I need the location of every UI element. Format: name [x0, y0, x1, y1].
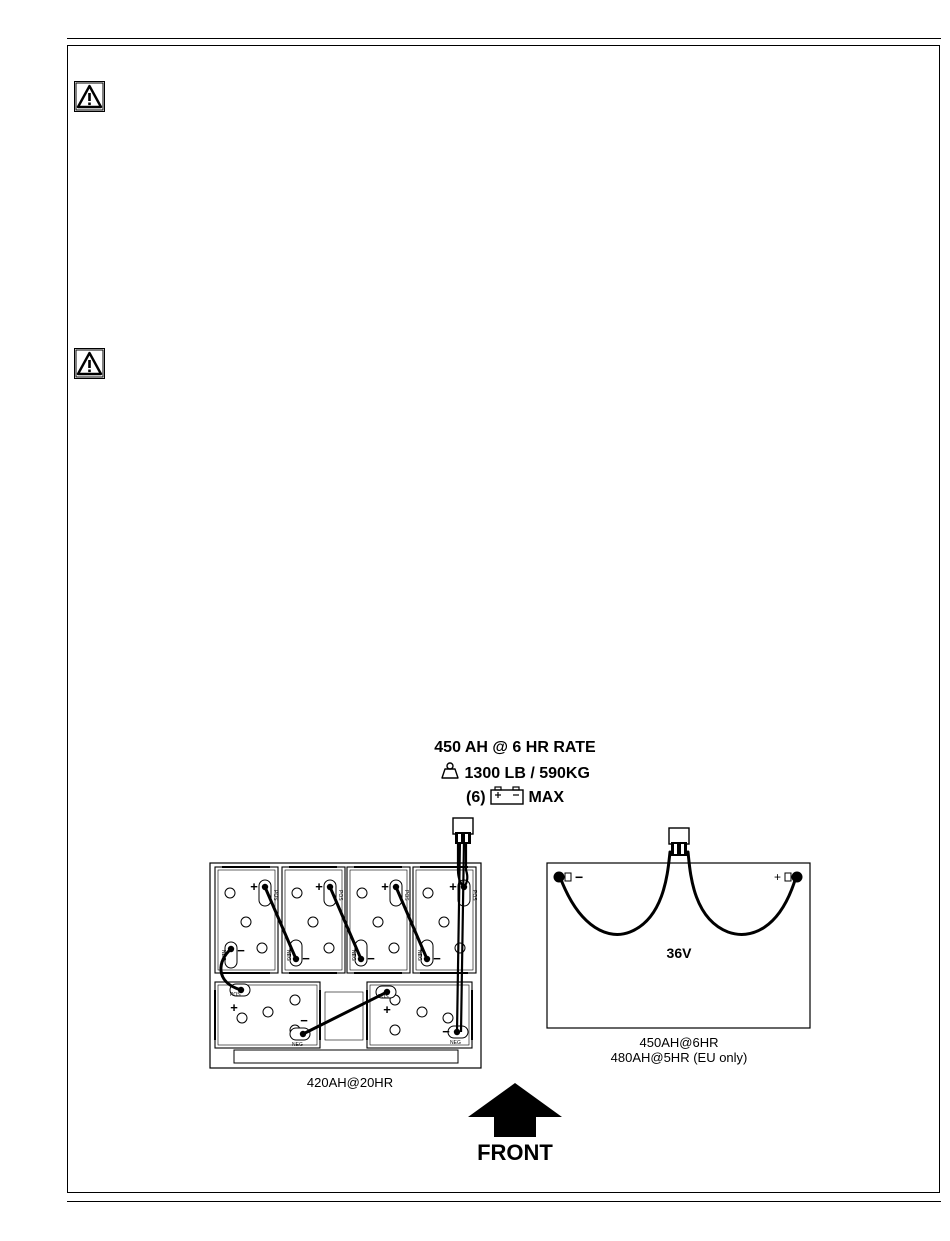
svg-text:+: +	[383, 1002, 391, 1017]
svg-text:POS: POS	[230, 992, 241, 998]
warning-triangle-icon	[74, 81, 105, 112]
svg-text:−: −	[433, 951, 441, 966]
svg-text:NEG: NEG	[285, 950, 291, 961]
weight-icon	[440, 762, 460, 780]
spec-count-prefix: (6)	[465, 789, 486, 806]
footer-rule	[67, 1201, 941, 1202]
svg-text:−: −	[367, 951, 375, 966]
svg-text:POS: POS	[337, 890, 343, 901]
negative-terminal	[554, 872, 565, 883]
layout-caption: 420AH@20HR	[306, 1075, 394, 1090]
svg-text:−: −	[442, 1024, 450, 1039]
battery-icon	[490, 785, 524, 805]
spec-weight: 1300 LB / 590KG	[464, 765, 590, 782]
warning-triangle-icon	[74, 348, 105, 379]
tray-front-rail	[234, 1050, 458, 1063]
svg-text:POS: POS	[378, 994, 389, 1000]
svg-text:−: −	[300, 1013, 308, 1028]
negative-symbol: −	[575, 869, 584, 885]
svg-text:NEG: NEG	[220, 950, 226, 961]
power-connector-icon	[453, 818, 473, 844]
spec-count-suffix: MAX	[528, 789, 565, 806]
positive-symbol: +	[774, 870, 782, 884]
schematic-caption-line2: 480AH@5HR (EU only)	[610, 1050, 748, 1065]
spec-count-line	[380, 785, 650, 808]
power-connector-icon	[669, 828, 689, 856]
spec-weight-line	[380, 762, 650, 784]
svg-text:−: −	[237, 943, 245, 958]
svg-text:NEG: NEG	[416, 950, 422, 961]
battery-layout-diagram	[200, 810, 500, 1080]
front-arrow-icon	[466, 1081, 564, 1139]
positive-terminal	[792, 872, 803, 883]
voltage-label: 36V	[666, 945, 692, 961]
svg-text:POS: POS	[471, 890, 477, 901]
svg-text:NEG: NEG	[350, 950, 356, 961]
svg-text:NEG: NEG	[292, 1042, 303, 1048]
svg-text:POS: POS	[403, 890, 409, 901]
front-label: FRONT	[477, 1140, 553, 1165]
svg-text:POS: POS	[272, 890, 278, 901]
svg-text:+: +	[230, 1000, 238, 1015]
svg-text:NEG: NEG	[450, 1040, 461, 1046]
svg-text:+: +	[250, 879, 258, 894]
svg-text:+: +	[381, 879, 389, 894]
svg-text:+: +	[449, 879, 457, 894]
svg-text:−: −	[302, 951, 310, 966]
header-rule	[67, 38, 941, 39]
schematic-caption-line1: 450AH@6HR	[639, 1035, 719, 1050]
svg-text:+: +	[315, 879, 323, 894]
spec-rating: 450 AH @ 6 HR RATE	[434, 739, 596, 756]
battery-schematic-diagram	[540, 820, 820, 1035]
